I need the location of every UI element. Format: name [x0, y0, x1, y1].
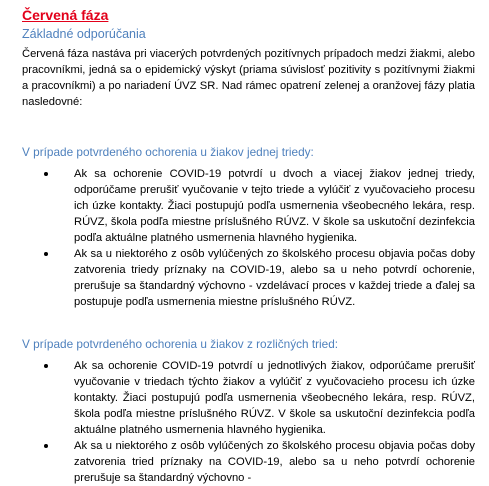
list-item-text: Ak sa u niektorého z osôb vylúčených zo školského procesu objavia počas doby zatvorenia triedy príznaky na COVID-19, alebo sa u neho potvrdí ochorenie, prerušuje sa štandardný výchovno - vzdelávací proces v každej triede a ďalej sa postupuje podľa usmernenia miestne príslušného RÚVZ.	[74, 248, 475, 308]
section-heading-one-class: V prípade potvrdeného ochorenia u žiakov jednej triedy:	[22, 145, 314, 159]
intro-paragraph: Červená fáza nastáva pri viacerých potvrdených pozitívnych prípadoch medzi žiakmi, alebo pracovníkmi, jedná sa o epidemický výskyt (priama súvislosť pozitivity s pozitívnymi žiakmi a pracovníkmi) a po nariadení ÚVZ SR. Nad rámec opatrení zelenej a oranžovej fázy platia nasledovné:	[22, 48, 475, 108]
list-item	[22, 358, 475, 438]
bullet-list-one-class	[22, 166, 475, 310]
bullet-icon	[44, 252, 48, 256]
list-item	[22, 166, 475, 246]
bullet-icon	[44, 364, 48, 368]
list-item-text: Ak sa u niektorého z osôb vylúčených zo školského procesu objavia počas doby zatvorenia tried príznaky na COVID-19, alebo sa u neho potvrdí ochorenie prerušuje sa štandardný výchovno -	[74, 440, 475, 484]
section-heading-multiple-classes: V prípade potvrdeného ochorenia u žiakov z rozličných tried:	[22, 337, 339, 351]
list-item-text: Ak sa ochorenie COVID-19 potvrdí u dvoch a viacej žiakov jednej triedy, odporúčame prerušiť vyučovanie v tejto triede a vylúčiť z vyučovacieho procesu ich úzke kontakty. Žiaci postupujú podľa usmernenia všeobecného lekára, resp. RÚVZ, škola podľa miestne príslušného RÚVZ. V škole sa uskutoční dezinfekcia podľa aktuálne platného usmernenia hlavného hygienika.	[74, 168, 475, 244]
list-item-text: Ak sa ochorenie COVID-19 potvrdí u jednotlivých žiakov, odporúčame prerušiť vyučovanie v triedach týchto žiakov a vylúčiť z vyučovacieho procesu ich úzke kontakty. Žiaci postupujú podľa usmernenia všeobecného lekára, resp. RÚVZ, škola podľa miestne príslušného RÚVZ. V škole sa uskutoční dezinfekcia podľa aktuálne platného usmernenia hlavného hygienika.	[74, 360, 475, 436]
list-item	[22, 246, 475, 310]
bullet-icon	[44, 172, 48, 176]
list-item	[22, 438, 475, 486]
bullet-list-multiple-classes	[22, 358, 475, 486]
page-subtitle: Základné odporúčania	[22, 27, 146, 41]
page-title: Červená fáza	[22, 7, 109, 23]
bullet-icon	[44, 444, 48, 448]
